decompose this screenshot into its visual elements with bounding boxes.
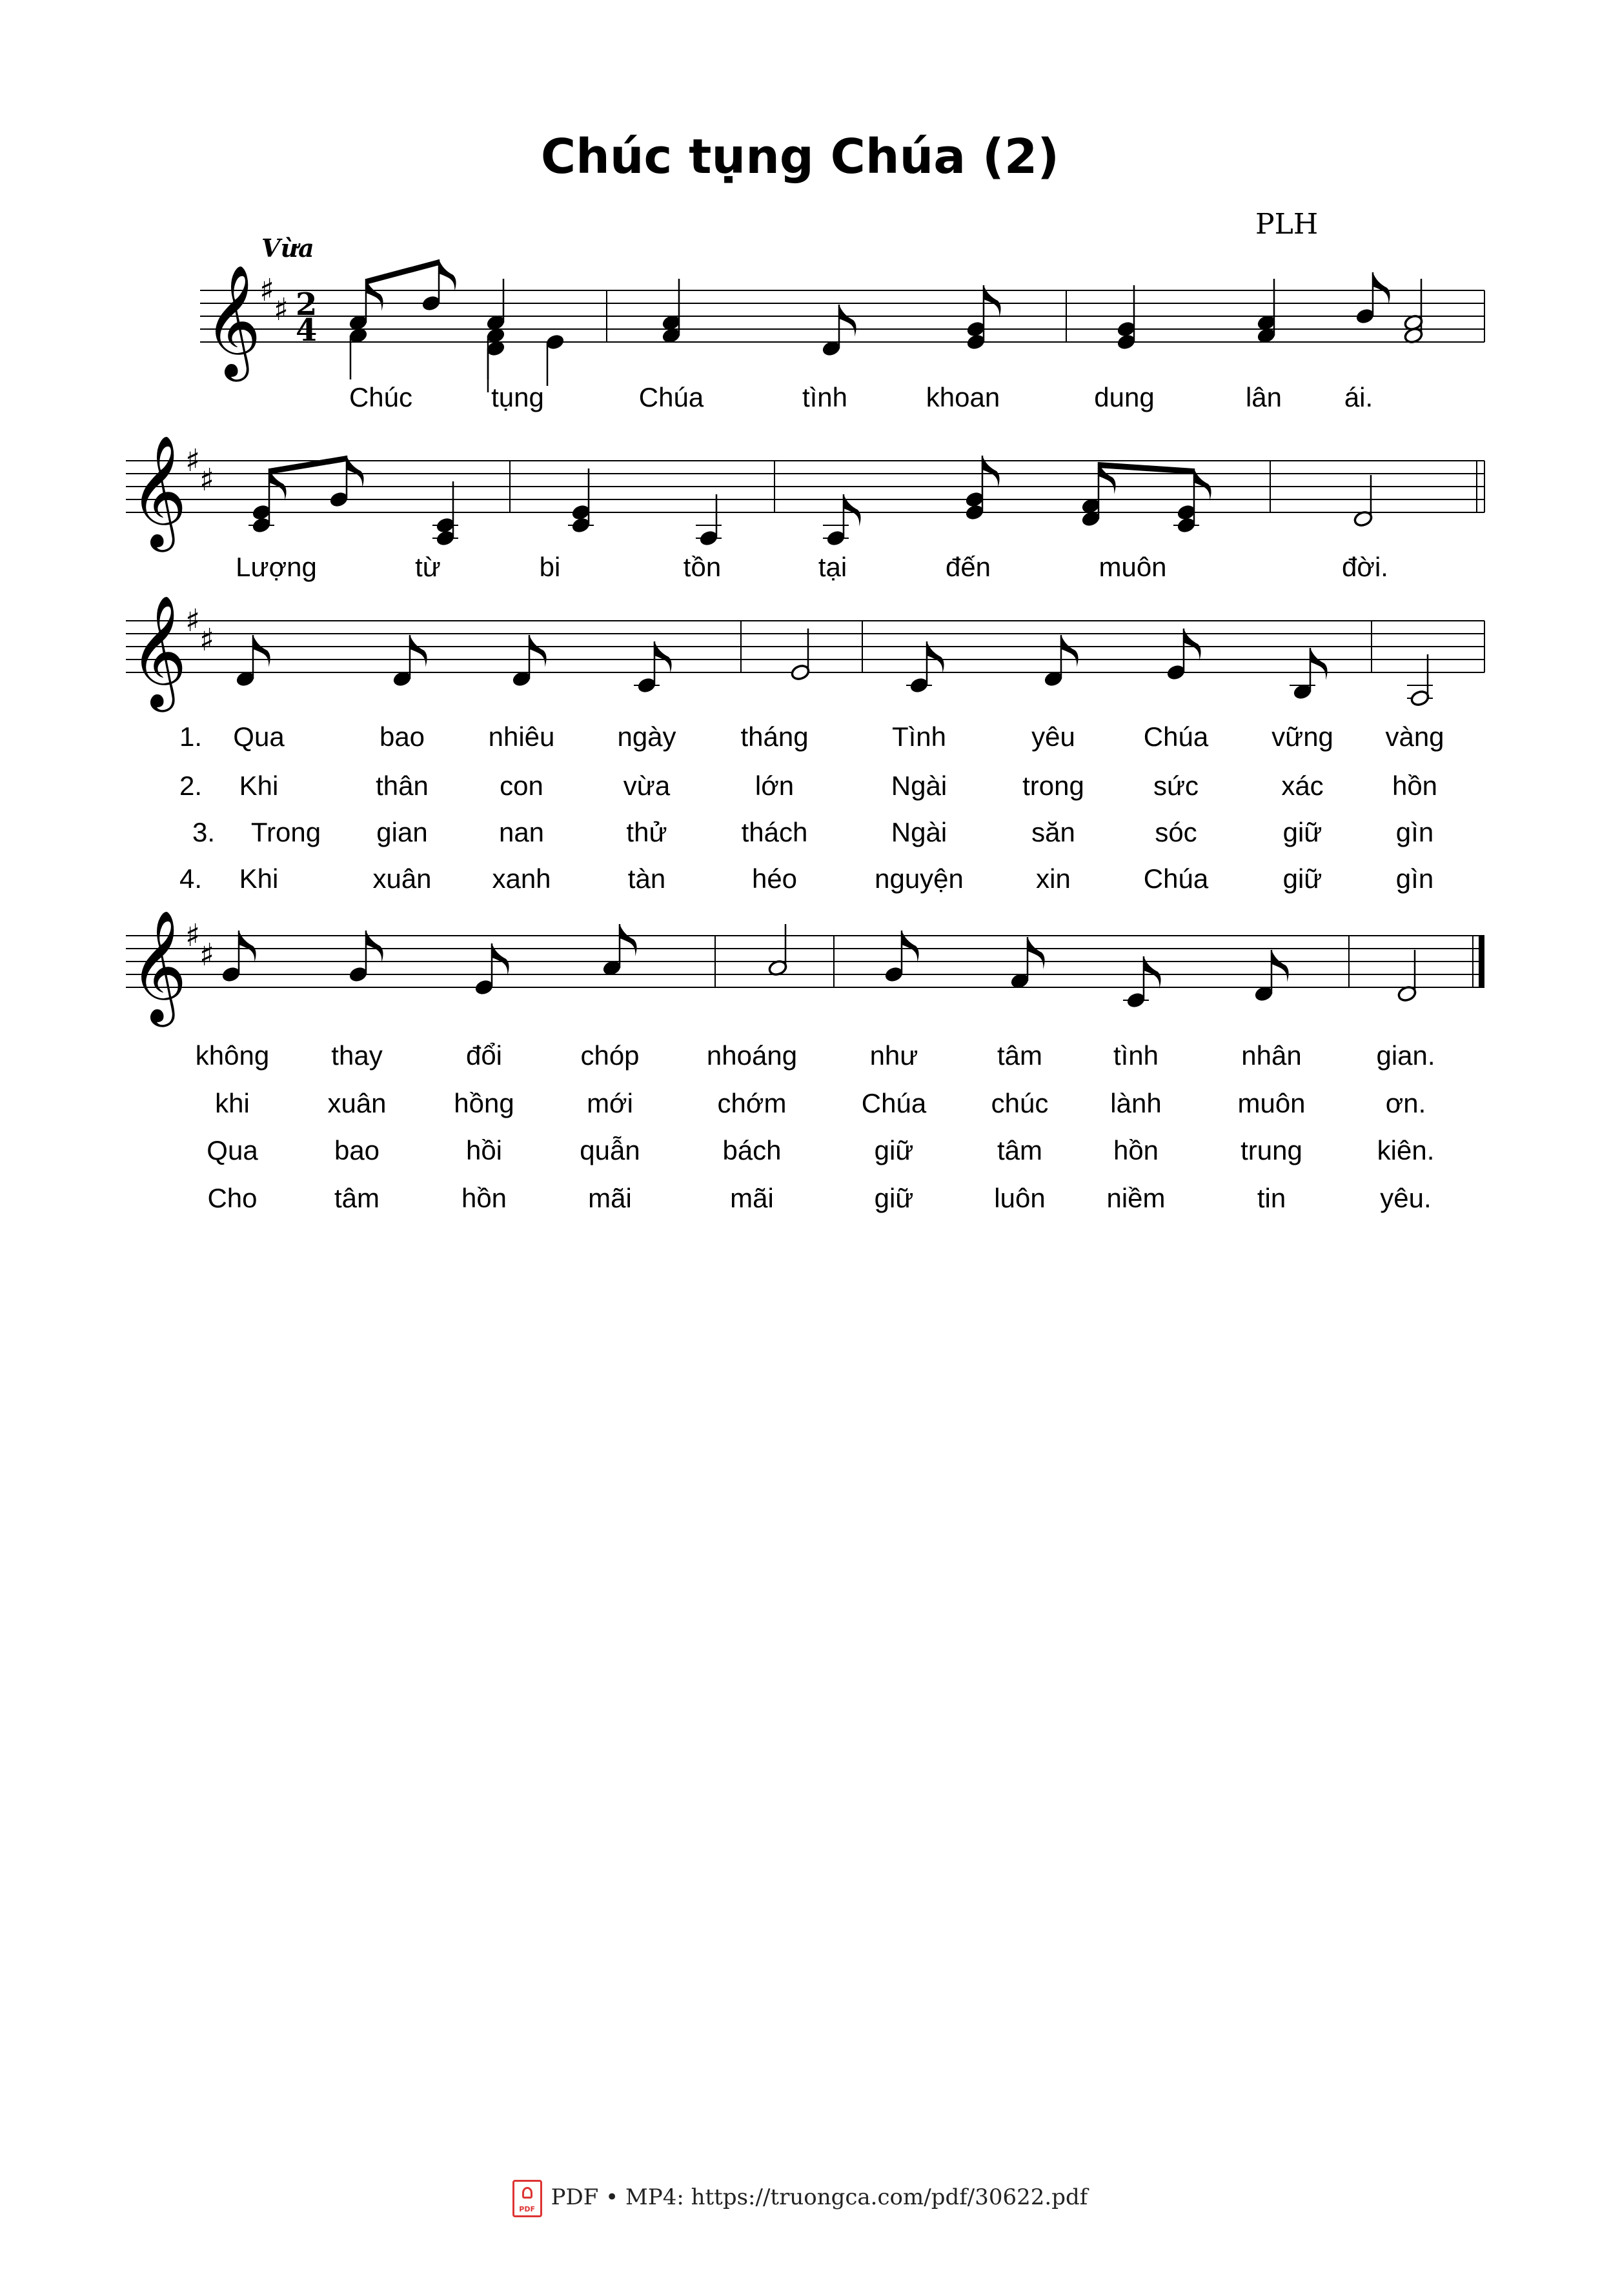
lyric-syllable: vàng: [1385, 721, 1444, 752]
lyric-syllable: như: [869, 1040, 918, 1071]
footer-link[interactable]: PDF • MP4: https://truongca.com/pdf/30622.pdf: [551, 2184, 1088, 2210]
lyric-syllable: săn: [1031, 817, 1075, 847]
lyric-syllable: xuân: [372, 863, 432, 894]
lyric-syllable: lành: [1110, 1088, 1162, 1118]
lyric-syllable: muôn: [1237, 1088, 1306, 1118]
lyric-syllable: tâm: [997, 1040, 1043, 1071]
lyric-syllable: ơn.: [1385, 1088, 1426, 1118]
sharp-icon: ♯: [199, 462, 215, 498]
lyric-syllable: hồn: [461, 1183, 507, 1213]
lyric-syllable: luôn: [994, 1183, 1046, 1213]
lyric-syllable: Qua: [233, 721, 285, 752]
lyric-syllable: thử: [626, 817, 667, 847]
lyric-syllable: xác: [1281, 770, 1324, 801]
note-flag: [1028, 937, 1045, 969]
lyric-syllable: bi: [539, 552, 561, 582]
lyric-syllable: không: [195, 1040, 270, 1071]
lyric-syllable: đổi: [465, 1040, 503, 1071]
lyric-syllable: quẫn: [580, 1135, 640, 1165]
lyric-syllable: Tình: [891, 721, 947, 752]
lyric-syllable: Chúa: [1143, 863, 1209, 894]
lyric-syllable: nhân: [1241, 1040, 1302, 1071]
lyric-syllable: xuân: [327, 1088, 387, 1118]
lyric-syllable: tàn: [627, 863, 666, 894]
lyric-syllable: bao: [379, 721, 425, 752]
note-beam: [1099, 462, 1194, 474]
lyric-syllable: lân: [1245, 382, 1282, 412]
lyric-syllable: thách: [741, 817, 808, 847]
footer[interactable]: [0, 2180, 1600, 2217]
lyric-syllable: đến: [945, 552, 991, 582]
lyric-syllable: sức: [1153, 770, 1199, 801]
sharp-icon: ♯: [259, 272, 275, 308]
sharp-icon: ♯: [274, 292, 289, 328]
lyric-syllable: Ngài: [891, 817, 947, 847]
lyric-syllable: từ: [415, 552, 441, 582]
note-flag: [1373, 272, 1390, 305]
lyric-syllable: giữ: [874, 1183, 914, 1213]
lyric-syllable: mãi: [730, 1183, 774, 1213]
lyric-syllable: gìn: [1395, 817, 1434, 847]
lyric-syllable: chóp: [580, 1040, 640, 1071]
lyric-syllable: yêu.: [1380, 1183, 1432, 1213]
verse-number: 3.: [192, 817, 216, 847]
note-flag: [410, 635, 427, 667]
lyric-syllable: tình: [1113, 1040, 1159, 1071]
lyric-syllable: Khi: [239, 863, 279, 894]
lyric-syllable: mới: [587, 1088, 633, 1118]
lyric-syllable: nan: [498, 817, 545, 847]
lyric-syllable: niềm: [1106, 1183, 1166, 1213]
lyric-syllable: tụng: [491, 382, 544, 412]
lyric-syllable: giữ: [1282, 817, 1322, 847]
lyric-syllable: Trong: [250, 817, 321, 847]
sharp-icon: ♯: [199, 937, 215, 973]
note-flag: [620, 924, 637, 956]
lyric-syllable: tin: [1257, 1183, 1286, 1213]
lyric-syllable: nhoáng: [706, 1040, 798, 1071]
lyric-syllable: mãi: [588, 1183, 632, 1213]
final-barline: [1479, 936, 1484, 987]
lyric-syllable: tại: [818, 552, 847, 582]
lyric-syllable: gian.: [1376, 1040, 1435, 1071]
lyric-syllable: gian: [376, 817, 428, 847]
lyric-syllable: chúc: [991, 1088, 1049, 1118]
lyric-syllable: tâm: [997, 1135, 1043, 1165]
lyric-syllable: xanh: [492, 863, 551, 894]
lyric-syllable: Ngài: [891, 770, 947, 801]
verse-number: 1.: [179, 721, 203, 752]
lyric-syllable: tình: [802, 382, 848, 412]
lyric-syllable: Lượng: [236, 552, 317, 582]
lyric-syllable: tồn: [683, 552, 722, 582]
lyric-syllable: vừa: [623, 770, 671, 801]
lyric-syllable: ngày: [617, 721, 676, 752]
treble-clef-icon: 𝄞: [130, 595, 187, 707]
lyric-syllable: giữ: [1282, 863, 1322, 894]
lyric-syllable: Chúa: [1143, 721, 1209, 752]
note-flag: [839, 305, 856, 337]
lyric-syllable: tâm: [334, 1183, 380, 1213]
lyric-syllable: hồn: [1392, 770, 1438, 801]
lyric-syllable: khi: [215, 1088, 250, 1118]
lyric-syllable: vững: [1271, 721, 1333, 752]
treble-clef-icon: 𝄞: [130, 435, 187, 547]
lyric-syllable: Cho: [207, 1183, 258, 1213]
lyric-syllable: con: [500, 770, 543, 801]
tempo-marking: Vừa: [261, 234, 314, 263]
lyric-syllable: hồng: [454, 1088, 514, 1118]
lyric-syllable: yêu: [1031, 721, 1075, 752]
note-flag: [439, 259, 456, 292]
lyric-syllable: chớm: [717, 1088, 787, 1118]
pdf-file-icon: PDF: [512, 2180, 542, 2217]
lyric-syllable: Khi: [239, 770, 279, 801]
lyric-syllable: hồn: [1113, 1135, 1159, 1165]
lyric-syllable: gìn: [1395, 863, 1434, 894]
note-flag: [529, 635, 547, 667]
note-flag: [1271, 950, 1289, 982]
verse-number: 4.: [179, 863, 203, 894]
time-signature-bottom: 4: [296, 312, 318, 348]
lyric-syllable: tháng: [740, 721, 809, 752]
treble-clef-icon: 𝄞: [130, 910, 187, 1022]
lyric-syllable: nhiêu: [488, 721, 555, 752]
lyric-syllable: bao: [334, 1135, 380, 1165]
lyric-syllable: đời.: [1342, 552, 1388, 582]
lyric-syllable: xin: [1036, 863, 1071, 894]
lyric-syllable: nguyện: [875, 863, 964, 894]
lyric-syllable: Qua: [207, 1135, 258, 1165]
lyric-syllable: ái.: [1344, 382, 1373, 412]
sharp-icon: ♯: [185, 603, 201, 639]
lyric-syllable: thay: [331, 1040, 383, 1071]
sharp-icon: ♯: [185, 918, 201, 954]
lyric-syllable: khoan: [926, 382, 1000, 412]
composer: PLH: [1255, 208, 1319, 241]
song-title: Chúc tụng Chúa (2): [540, 129, 1060, 185]
time-signature-top: 2: [296, 287, 318, 323]
lyric-syllable: dung: [1094, 382, 1155, 412]
lyric-syllable: thân: [376, 770, 429, 801]
lyric-syllable: hồi: [465, 1135, 503, 1165]
lyric-syllable: kiên.: [1377, 1135, 1435, 1165]
note-beam: [269, 456, 347, 474]
lyric-syllable: bách: [722, 1135, 782, 1165]
lyric-syllable: Chúc: [349, 382, 413, 412]
lyric-syllable: trong: [1022, 770, 1084, 801]
sharp-icon: ♯: [199, 622, 215, 658]
note-flag: [1310, 648, 1328, 680]
lyric-syllable: sóc: [1155, 817, 1197, 847]
lyric-syllable: trung: [1241, 1135, 1302, 1165]
lyric-syllable: giữ: [874, 1135, 914, 1165]
treble-clef-icon: 𝄞: [204, 265, 261, 377]
verse-number: 2.: [179, 770, 203, 801]
lyric-syllable: lớn: [754, 770, 795, 801]
note-flag: [1061, 635, 1078, 667]
lyric-syllable: Chúa: [861, 1088, 927, 1118]
lyric-syllable: héo: [751, 863, 798, 894]
lyric-syllable: muôn: [1099, 552, 1167, 582]
note-flag: [253, 635, 270, 667]
lyric-syllable: Chúa: [638, 382, 704, 412]
note-beam: [366, 259, 439, 285]
sharp-icon: ♯: [185, 443, 201, 479]
